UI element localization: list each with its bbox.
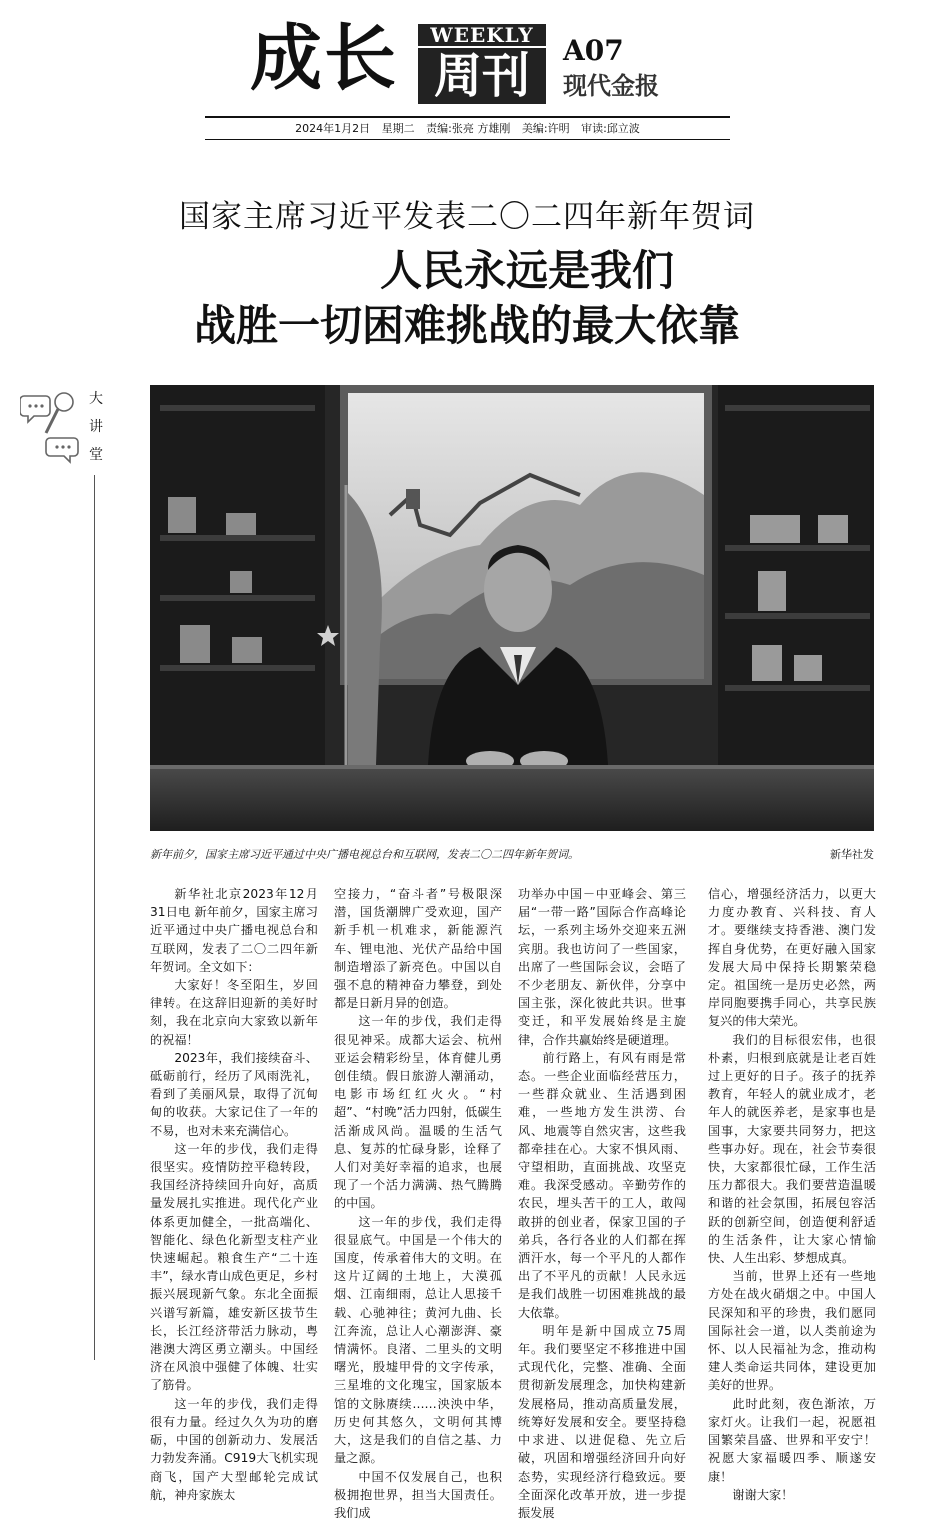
article-paragraph: 中国不仅发展自己，也积极拥抱世界，担当大国责任。我们成 (334, 1468, 502, 1522)
speech-bubbles-microphone-icon (20, 388, 82, 470)
article-paragraph: 前行路上，有风有雨是常态。一些企业面临经营压力，一些群众就业、生活遇到困难，一些地方发生洪涝、台风、地震等自然灾害，这些我都牵挂在心。大家不惧风雨、守望相助，直面挑战、攻坚克难。我深受感动。辛勤劳作的农民，埋头苦干的工人，敢闯敢拼的创业者，保家卫国的子弟兵，各行各业的人们都在挥洒汗水，每一个平凡的人都作出了不平凡的贡献！人民永远是我们战胜一切困难挑战的最大依靠。 (518, 1049, 686, 1322)
article-paragraph: 信心，增强经济活力，以更大力度办教育、兴科技、育人才。要继续支持香港、澳门发挥自身优势，在更好融入国家发展大局中保持长期繁荣稳定。祖国统一是历史必然，两岸同胞要携手同心，共享民族复兴的伟大荣光。 (708, 885, 876, 1031)
article-kicker: 国家主席习近平发表二〇二四年新年贺词 (0, 197, 934, 237)
article-paragraph: 新华社北京2023年12月31日电 新年前夕，国家主席习近平通过中央广播电视总台和互联网，发表了二〇二四年新年贺词。全文如下： (150, 885, 318, 976)
article-paragraph: 这一年的步伐，我们走得很见神采。成都大运会、杭州亚运会精彩纷呈，体育健儿勇创佳绩。假日旅游人潮涌动，电影市场红红火火。“村超”、“村晚”活力四射，低碳生活渐成风尚。温暖的生活气息、复苏的忙碌身影，诠释了人们对美好幸福的追求，也展现了一个活力满满、热气腾腾的中国。 (334, 1012, 502, 1212)
article-paragraph: 这一年的步伐，我们走得很坚实。疫情防控平稳转段，我国经济持续回升向好，高质量发展扎实推进。现代化产业体系更加健全，一批高端化、智能化、绿色化新型支柱产业快速崛起。粮食生产“二十连丰”，绿水青山成色更足，乡村振兴展现新气象。东北全面振兴谱写新篇，雄安新区拔节生长，长江经济带活力脉动，粤港澳大湾区勇立潮头。中国经济在风浪中强健了体魄、壮实了筋骨。 (150, 1140, 318, 1395)
photo-credit: 新华社发 (830, 847, 874, 863)
designer-credit: 美编:许明 (522, 122, 570, 135)
editor-credit: 责编:张亮 方雄刚 (426, 122, 510, 135)
section-label-char: 堂 (86, 441, 106, 469)
section-label-column (86, 385, 106, 469)
article-paragraph: 大家好！冬至阳生，岁回律转。在这辞旧迎新的美好时刻，我在北京向大家致以新年的祝福！ (150, 976, 318, 1049)
article-paragraph: 这一年的步伐，我们走得很显底气。中国是一个伟大的国度，传承着伟大的文明。在这片辽阔的土地上，大漠孤烟、江南细雨，总让人思接千载、心驰神往；黄河九曲、长江奔流，总让人心潮澎湃、豪情满怀。良渚、二里头的文明曙光，殷墟甲骨的文字传承，三星堆的文化瑰宝，国家版本馆的文脉赓续……泱泱中华，历史何其悠久，文明何其博大，这是我们的自信之基、力量之源。 (334, 1213, 502, 1468)
weekly-logo (418, 24, 546, 104)
weekly-cn-label: 周刊 (418, 48, 546, 104)
issue-weekday: 星期二 (382, 122, 415, 135)
article-paragraph: 空接力，“奋斗者”号极限深潜，国货潮牌广受欢迎，国产新手机一机难求，新能源汽车、锂电池、光伏产品给中国制造增添了新亮色。中国以自强不息的精神奋力攀登，到处都是日新月异的创造。 (334, 885, 502, 1012)
section-title: 成长 (250, 18, 398, 98)
article-paragraph: 这一年的步伐，我们走得很有力量。经过久久为功的磨砺，中国的创新动力、发展活力勃发奔涌。C919大飞机实现商飞，国产大型邮轮完成试航，神舟家族太 (150, 1395, 318, 1504)
issue-info-line (205, 120, 730, 138)
issue-date: 2024年1月2日 (295, 122, 370, 135)
article-column-4 (708, 885, 876, 1504)
headline-line-1: 人民永远是我们 (60, 245, 934, 297)
article-column-3 (518, 885, 686, 1522)
section-label-char: 大 (86, 385, 106, 413)
masthead-rule-top (205, 116, 730, 118)
article-paragraph: 2023年，我们接续奋斗、砥砺前行，经历了风雨洗礼，看到了美丽风景，取得了沉甸甸的收获。大家记住了一年的不易，也对未来充满信心。 (150, 1049, 318, 1140)
headline-line-2: 战胜一切困难挑战的最大依靠 (0, 300, 934, 352)
section-label-char: 讲 (86, 413, 106, 441)
masthead-rule-bottom (205, 139, 730, 140)
side-column-rule (94, 475, 95, 1360)
weekly-en-label: WEEKLY (418, 24, 546, 48)
article-column-2 (334, 885, 502, 1522)
caption-text: 新年前夕，国家主席习近平通过中央广播电视总台和互联网，发表二〇二四年新年贺词。 (150, 848, 579, 861)
page-number: A07 (563, 36, 624, 66)
article-paragraph: 功举办中国－中亚峰会、第三届“一带一路”国际合作高峰论坛，一系列主场外交迎来五洲宾朋。我也访问了一些国家，出席了一些国际会议，会晤了不少老朋友、新伙伴，分享中国主张，深化彼此共识。世事变迁，和平发展始终是主旋律，合作共赢始终是硬道理。 (518, 885, 686, 1049)
article-paragraph: 谢谢大家！ (708, 1486, 876, 1504)
proofreader-credit: 审读:邱立波 (581, 122, 640, 135)
newspaper-name: 现代金报 (563, 72, 659, 100)
article-paragraph: 明年是新中国成立75周年。我们要坚定不移推进中国式现代化，完整、准确、全面贯彻新发展理念，加快构建新发展格局，推动高质量发展，统筹好发展和安全。要坚持稳中求进、以进促稳、先立后破，巩固和增强经济回升向好态势，实现经济行稳致远。要全面深化改革开放，进一步提振发展 (518, 1322, 686, 1522)
article-column-1 (150, 885, 318, 1504)
president-at-desk-photo (150, 385, 874, 831)
article-paragraph: 当前，世界上还有一些地方处在战火硝烟之中。中国人民深知和平的珍贵，我们愿同国际社会一道，以人类前途为怀、以人民福祉为念，推动构建人类命运共同体，建设更加美好的世界。 (708, 1267, 876, 1394)
photo-caption (150, 847, 874, 863)
article-paragraph: 我们的目标很宏伟，也很朴素，归根到底就是让老百姓过上更好的日子。孩子的抚养教育，年轻人的就业成才，老年人的就医养老，是家事也是国事，大家要共同努力，把这些事办好。现在，社会节奏很快，大家都很忙碌，工作生活压力都很大。我们要营造温暖和谐的社会氛围，拓展包容活跃的创新空间，创造便利舒适的生活条件，让大家心情愉快、人生出彩、梦想成真。 (708, 1031, 876, 1268)
article-paragraph: 此时此刻，夜色渐浓，万家灯火。让我们一起，祝愿祖国繁荣昌盛、世界和平安宁！祝愿大家福暖四季、顺遂安康！ (708, 1395, 876, 1486)
